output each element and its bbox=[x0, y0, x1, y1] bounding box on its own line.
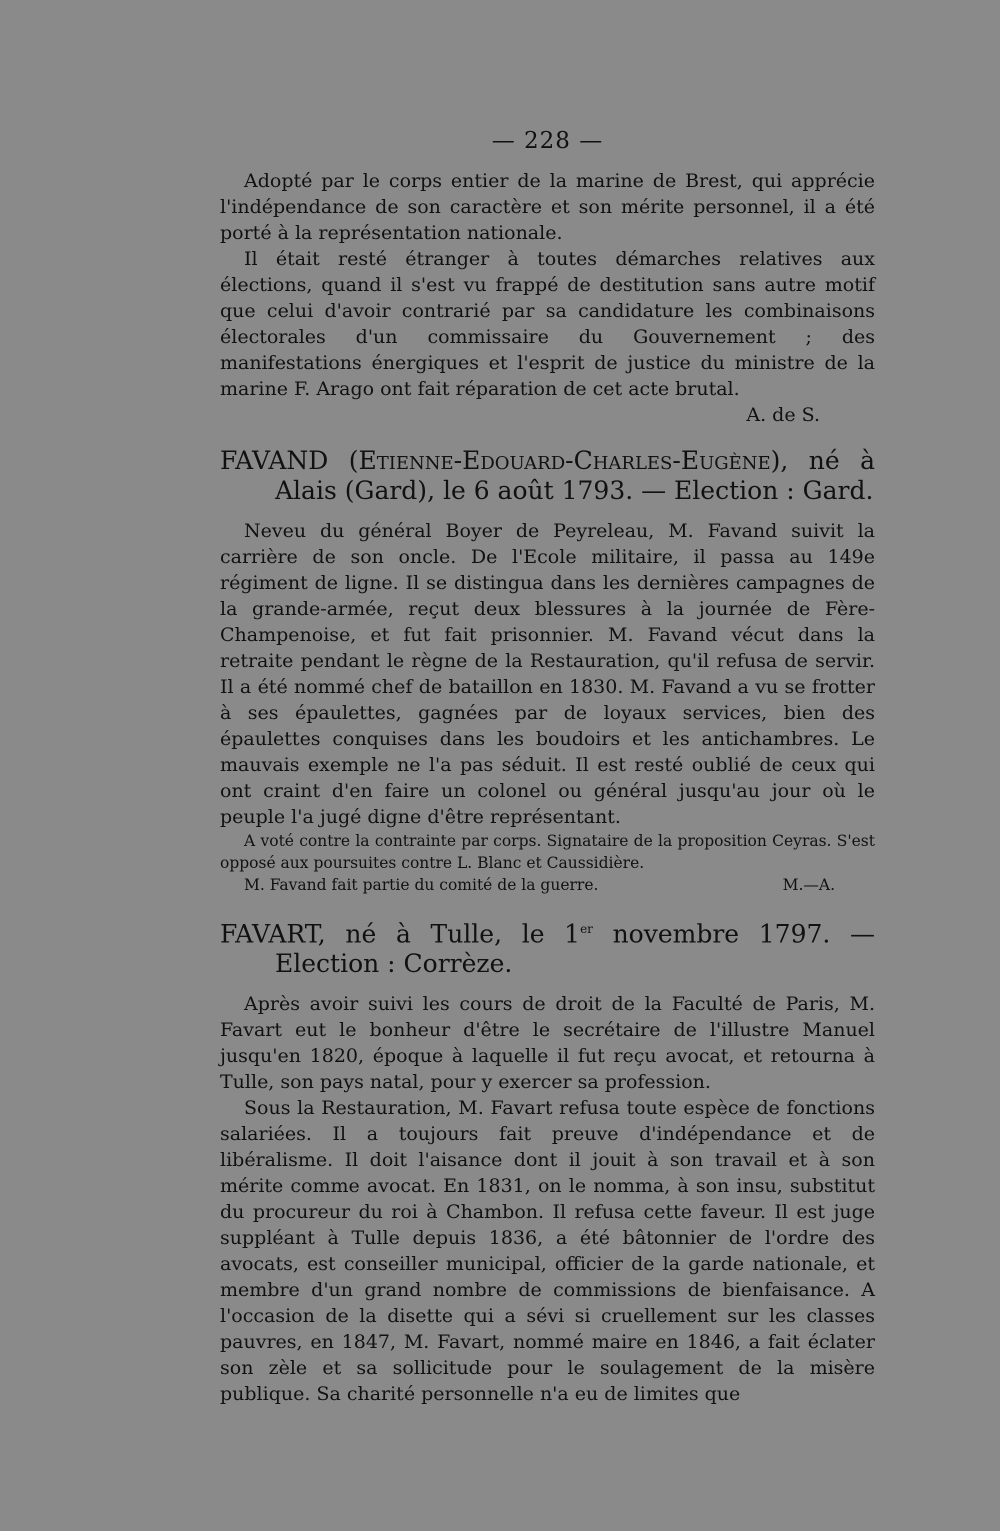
intro-signature: A. de S. bbox=[746, 404, 820, 426]
document-page bbox=[220, 128, 875, 1407]
favart-paragraph-1: Après avoir suivi les cours de droit de la Faculté de Paris, M. Favart eut le bonheur d'être le secrétaire de l'illustre Manuel jusqu'en 1820, époque à laquelle il fut reçu avocat, et retourna à Tulle, son pays natal, pour y exercer sa profession. bbox=[220, 993, 875, 1094]
favand-heading bbox=[220, 446, 875, 506]
page-number: — 228 — bbox=[491, 128, 604, 154]
favand-forenames: (Etienne-Edouard-Charles-Eugène) bbox=[348, 446, 781, 475]
favand-note-2-text: M. Favand fait partie du comité de la guerre. bbox=[244, 876, 599, 894]
favart-paragraph-2: Sous la Restauration, M. Favart refusa toute espèce de fonctions salariées. Il a toujours fait preuve d'indépendance et de libéralisme. Il doit l'aisance dont il jouit à son travail et à son mérite comme avocat. En 1831, on le nomma, à son insu, substitut du procureur du roi à Chambon. Il refusa cette faveur. Il est juge suppléant à Tulle depuis 1836, a été bâtonnier de l'ordre des avocats, est conseiller municipal, officier de la garde nationale, et membre d'un grand nombre de commissions de bienfaisance. A l'occasion de la disette qui a sévi si cruellement sur les classes pauvres, en 1847, M. Favart, nommé maire en 1846, a fait éclater son zèle et sa sollicitude pour le soulagement de la misère publique. Sa charité personnelle n'a eu de limites que bbox=[220, 1097, 875, 1406]
favart-name: FAVART bbox=[220, 919, 318, 949]
favart-details-sup: er bbox=[580, 922, 593, 936]
favand-name: FAVAND bbox=[220, 446, 329, 475]
favand-details: , né à Alais (Gard), le 6 août 1793. — Election : Gard. bbox=[275, 446, 875, 505]
favand-note-1: A voté contre la contrainte par corps. Signataire de la proposition Ceyras. S'est opposé aux poursuites contre L. Blanc et Caussidière. bbox=[220, 832, 875, 872]
intro-paragraph-2-text: Il était resté étranger à toutes démarches relatives aux élections, quand il s'est vu frappé de destitution sans autre motif que celui d'avoir contrarié par sa candidature les combinaisons électorales d'un commissaire du Gouvernement ; des manifestations énergiques et l'esprit de justice du ministre de la marine F. Arago ont fait réparation de cet acte brutal. bbox=[220, 248, 875, 400]
favand-note-2 bbox=[220, 874, 875, 896]
favart-details-a: , né à Tulle, le 1 bbox=[317, 919, 581, 949]
favart-details-b: novembre 1797. — Election : Corrèze. bbox=[275, 919, 875, 979]
intro-paragraph-1: Adopté par le corps entier de la marine de Brest, qui apprécie l'indépendance de son caractère et son mérite personnel, il a été porté à la représentation nationale. bbox=[220, 170, 875, 244]
favand-signature: M.—A. bbox=[782, 876, 835, 894]
favart-heading bbox=[220, 914, 875, 979]
intro-paragraph-2 bbox=[220, 246, 875, 426]
favand-body: Neveu du général Boyer de Peyreleau, M. Favand suivit la carrière de son oncle. De l'Ecole militaire, il passa au 149e régiment de ligne. Il se distingua dans les dernières campagnes de la grande-armée, reçut deux blessures à la journée de Fère-Champenoise, et fut fait prisonnier. M. Favand vécut dans la retraite pendant le règne de la Restauration, qu'il refusa de servir. Il a été nommé chef de bataillon en 1830. M. Favand a vu se frotter à ses épaulettes, gagnées par de loyaux services, bien des épaulettes conquises dans les boudoirs et les antichambres. Le mauvais exemple ne l'a pas séduit. Il est resté oublié de ceux qui ont craint d'en faire un colonel ou général jusqu'au jour où le peuple l'a jugé digne d'être représentant. bbox=[220, 520, 875, 828]
